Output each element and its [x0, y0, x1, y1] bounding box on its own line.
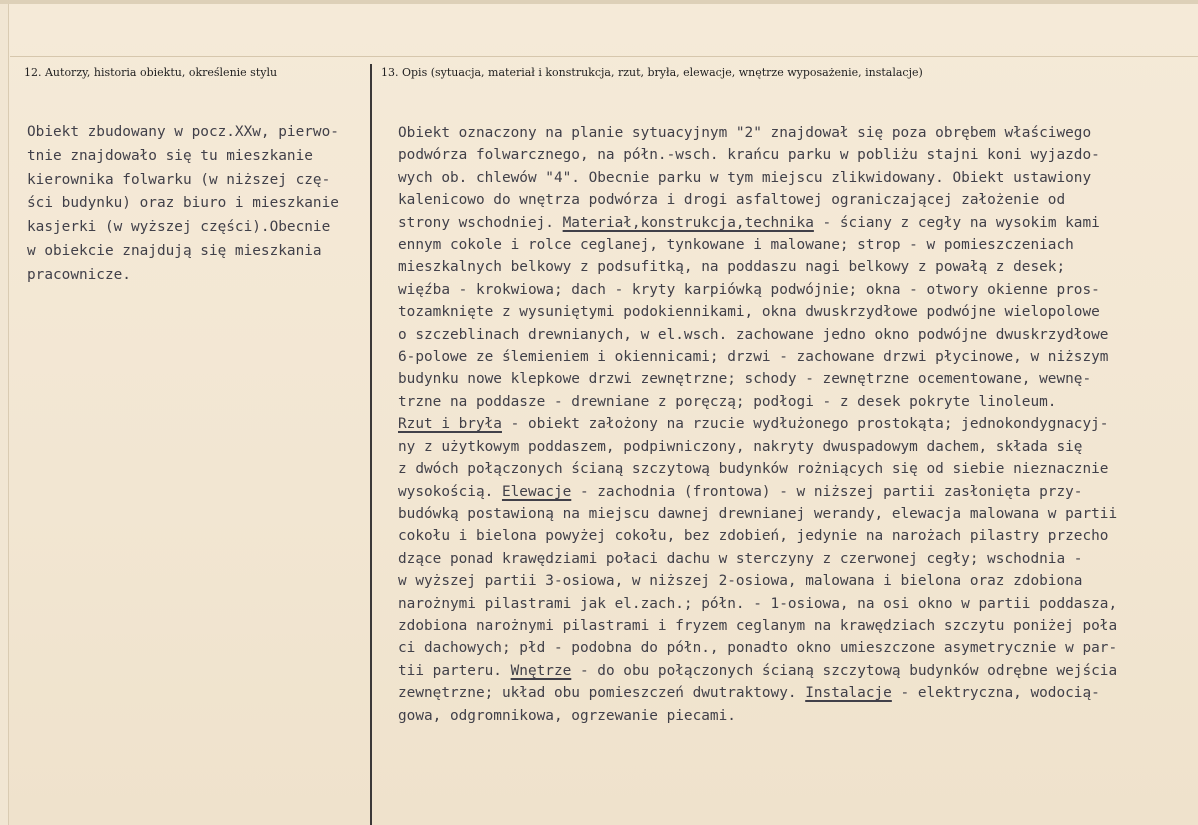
form-top-rule — [10, 56, 1198, 57]
section-keyword: Instalacje — [805, 685, 892, 702]
description-text — [398, 122, 1117, 727]
description-line: ny z użytkowym poddaszem, podpiwniczony, nakryty dwuspadowym dachem, składa się — [398, 438, 1083, 455]
description-line: w wyższej partii 3-osiowa, w niższej 2-osiowa, malowana i bielona oraz zdobiona — [398, 573, 1083, 590]
description-line: tozamknięte z wysuniętymi podokiennikami, okna dwuskrzydłowe podwójne wielopolowe — [398, 304, 1100, 321]
section-12-heading: 12. Autorzy, historia obiektu, określenie stylu — [24, 66, 278, 79]
description-line: Obiekt oznaczony na planie sytuacyjnym "2" znajdował się poza obrębem właściwego — [398, 125, 1092, 141]
page-top-edge — [0, 0, 1198, 4]
column-divider — [370, 64, 372, 825]
description-line: cokołu i bielona powyżej cokołu, bez zdobień, jedynie na narożach pilastry przecho — [398, 528, 1109, 545]
description-line: trzne na poddasze - drewniane z poręczą; podłogi - z desek pokryte linoleum. — [398, 393, 1057, 410]
section-keyword: Materiał,konstrukcja,technika — [562, 214, 814, 231]
description-line: tii parteru. Wnętrze - do obu połączonych ścianą szczytową budynków odrębne wejścia — [398, 662, 1118, 679]
description-line: budynku nowe klepkowe drzwi zewnętrzne; schody - zewnętrzne ocementowane, wewnę- — [398, 371, 1092, 388]
section-keyword: Wnętrze — [510, 662, 572, 679]
description-line: mieszkalnych belkowy z podsufitką, na poddaszu nagi belkowy z powałą z desek; — [398, 259, 1066, 276]
description-line: z dwóch połączonych ścianą szczytową budynków rożniących się od siebie nieznacznie — [398, 461, 1109, 478]
description-line: wysokością. Elewacje - zachodnia (frontowa) - w niższej partii zasłonięta przy- — [398, 483, 1083, 500]
section-keyword: Elewacje — [501, 483, 572, 500]
description-line: ennym cokole i rolce ceglanej, tynkowane i malowane; strop - w pomieszczeniach — [398, 237, 1074, 254]
history-line: ści budynku) oraz biuro i mieszkanie — [27, 195, 339, 212]
description-line: gowa, odgromnikowa, ogrzewanie piecami. — [398, 707, 736, 724]
description-line: Rzut i bryła - obiekt założony na rzucie wydłużonego prostokąta; jednokondygnacyj- — [398, 416, 1109, 433]
description-line: kalenicowo do wnętrza podwórza i drogi asfaltowej ograniczającej założenie od — [398, 192, 1066, 209]
description-line: budówką postawioną na miejscu dawnej drewnianej werandy, elewacja malowana w partii — [398, 505, 1118, 522]
description-line: 6-polowe ze ślemieniem i okiennicami; drzwi - zachowane drzwi płycinowe, w niższym — [398, 349, 1109, 366]
description-line: dzące ponad krawędziami połaci dachu w sterczyny z czerwonej cegły; wschodnia - — [398, 550, 1083, 567]
history-line: w obiekcie znajdują się mieszkania — [27, 242, 322, 259]
section-keyword: Rzut i bryła — [398, 416, 502, 433]
history-line: pracownicze. — [27, 266, 131, 283]
history-line: kasjerki (w wyższej części).Obecnie — [27, 219, 331, 236]
history-line: tnie znajdowało się tu mieszkanie — [27, 147, 313, 164]
description-line: podwórza folwarcznego, na półn.-wsch. krańcu parku w pobliżu stajni koni wyjazdo- — [398, 147, 1100, 164]
description-line: zewnętrzne; układ obu pomieszczeń dwutraktowy. Instalacje - elektryczna, wodocią- — [398, 685, 1100, 702]
description-line: więźba - krokwiowa; dach - kryty karpiówką podwójnie; okna - otwory okienne pros- — [398, 281, 1100, 298]
description-line: ci dachowych; płd - podobna do półn., ponadto okno umieszczone asymetrycznie w par- — [398, 640, 1118, 657]
description-line: strony wschodniej. Materiał,konstrukcja,technika - ściany z cegły na wysokim kami — [398, 214, 1100, 231]
description-line: narożnymi pilastrami jak el.zach.; półn. - 1-osiowa, na osi okno w partii poddasza, — [398, 595, 1118, 612]
history-line: kierownika folwarku (w niższej czę- — [27, 171, 331, 188]
history-text — [27, 121, 339, 288]
history-line: Obiekt zbudowany w pocz.XXw, pierwo- — [27, 124, 339, 140]
section-13-heading: 13. Opis (sytuacja, materiał i konstrukcja, rzut, bryła, elewacje, wnętrze wyposażenie, instalacje) — [381, 66, 923, 79]
description-line: wych ob. chlewów "4". Obecnie parku w tym miejscu zlikwidowany. Obiekt ustawiony — [398, 169, 1092, 186]
description-line: zdobiona narożnymi pilastrami i fryzem ceglanym na krawędziach szczytu poniżej poła — [398, 617, 1118, 634]
description-line: o szczeblinach drewnianych, w el.wsch. zachowane jedno okno podwójne dwuskrzydłowe — [398, 326, 1109, 343]
